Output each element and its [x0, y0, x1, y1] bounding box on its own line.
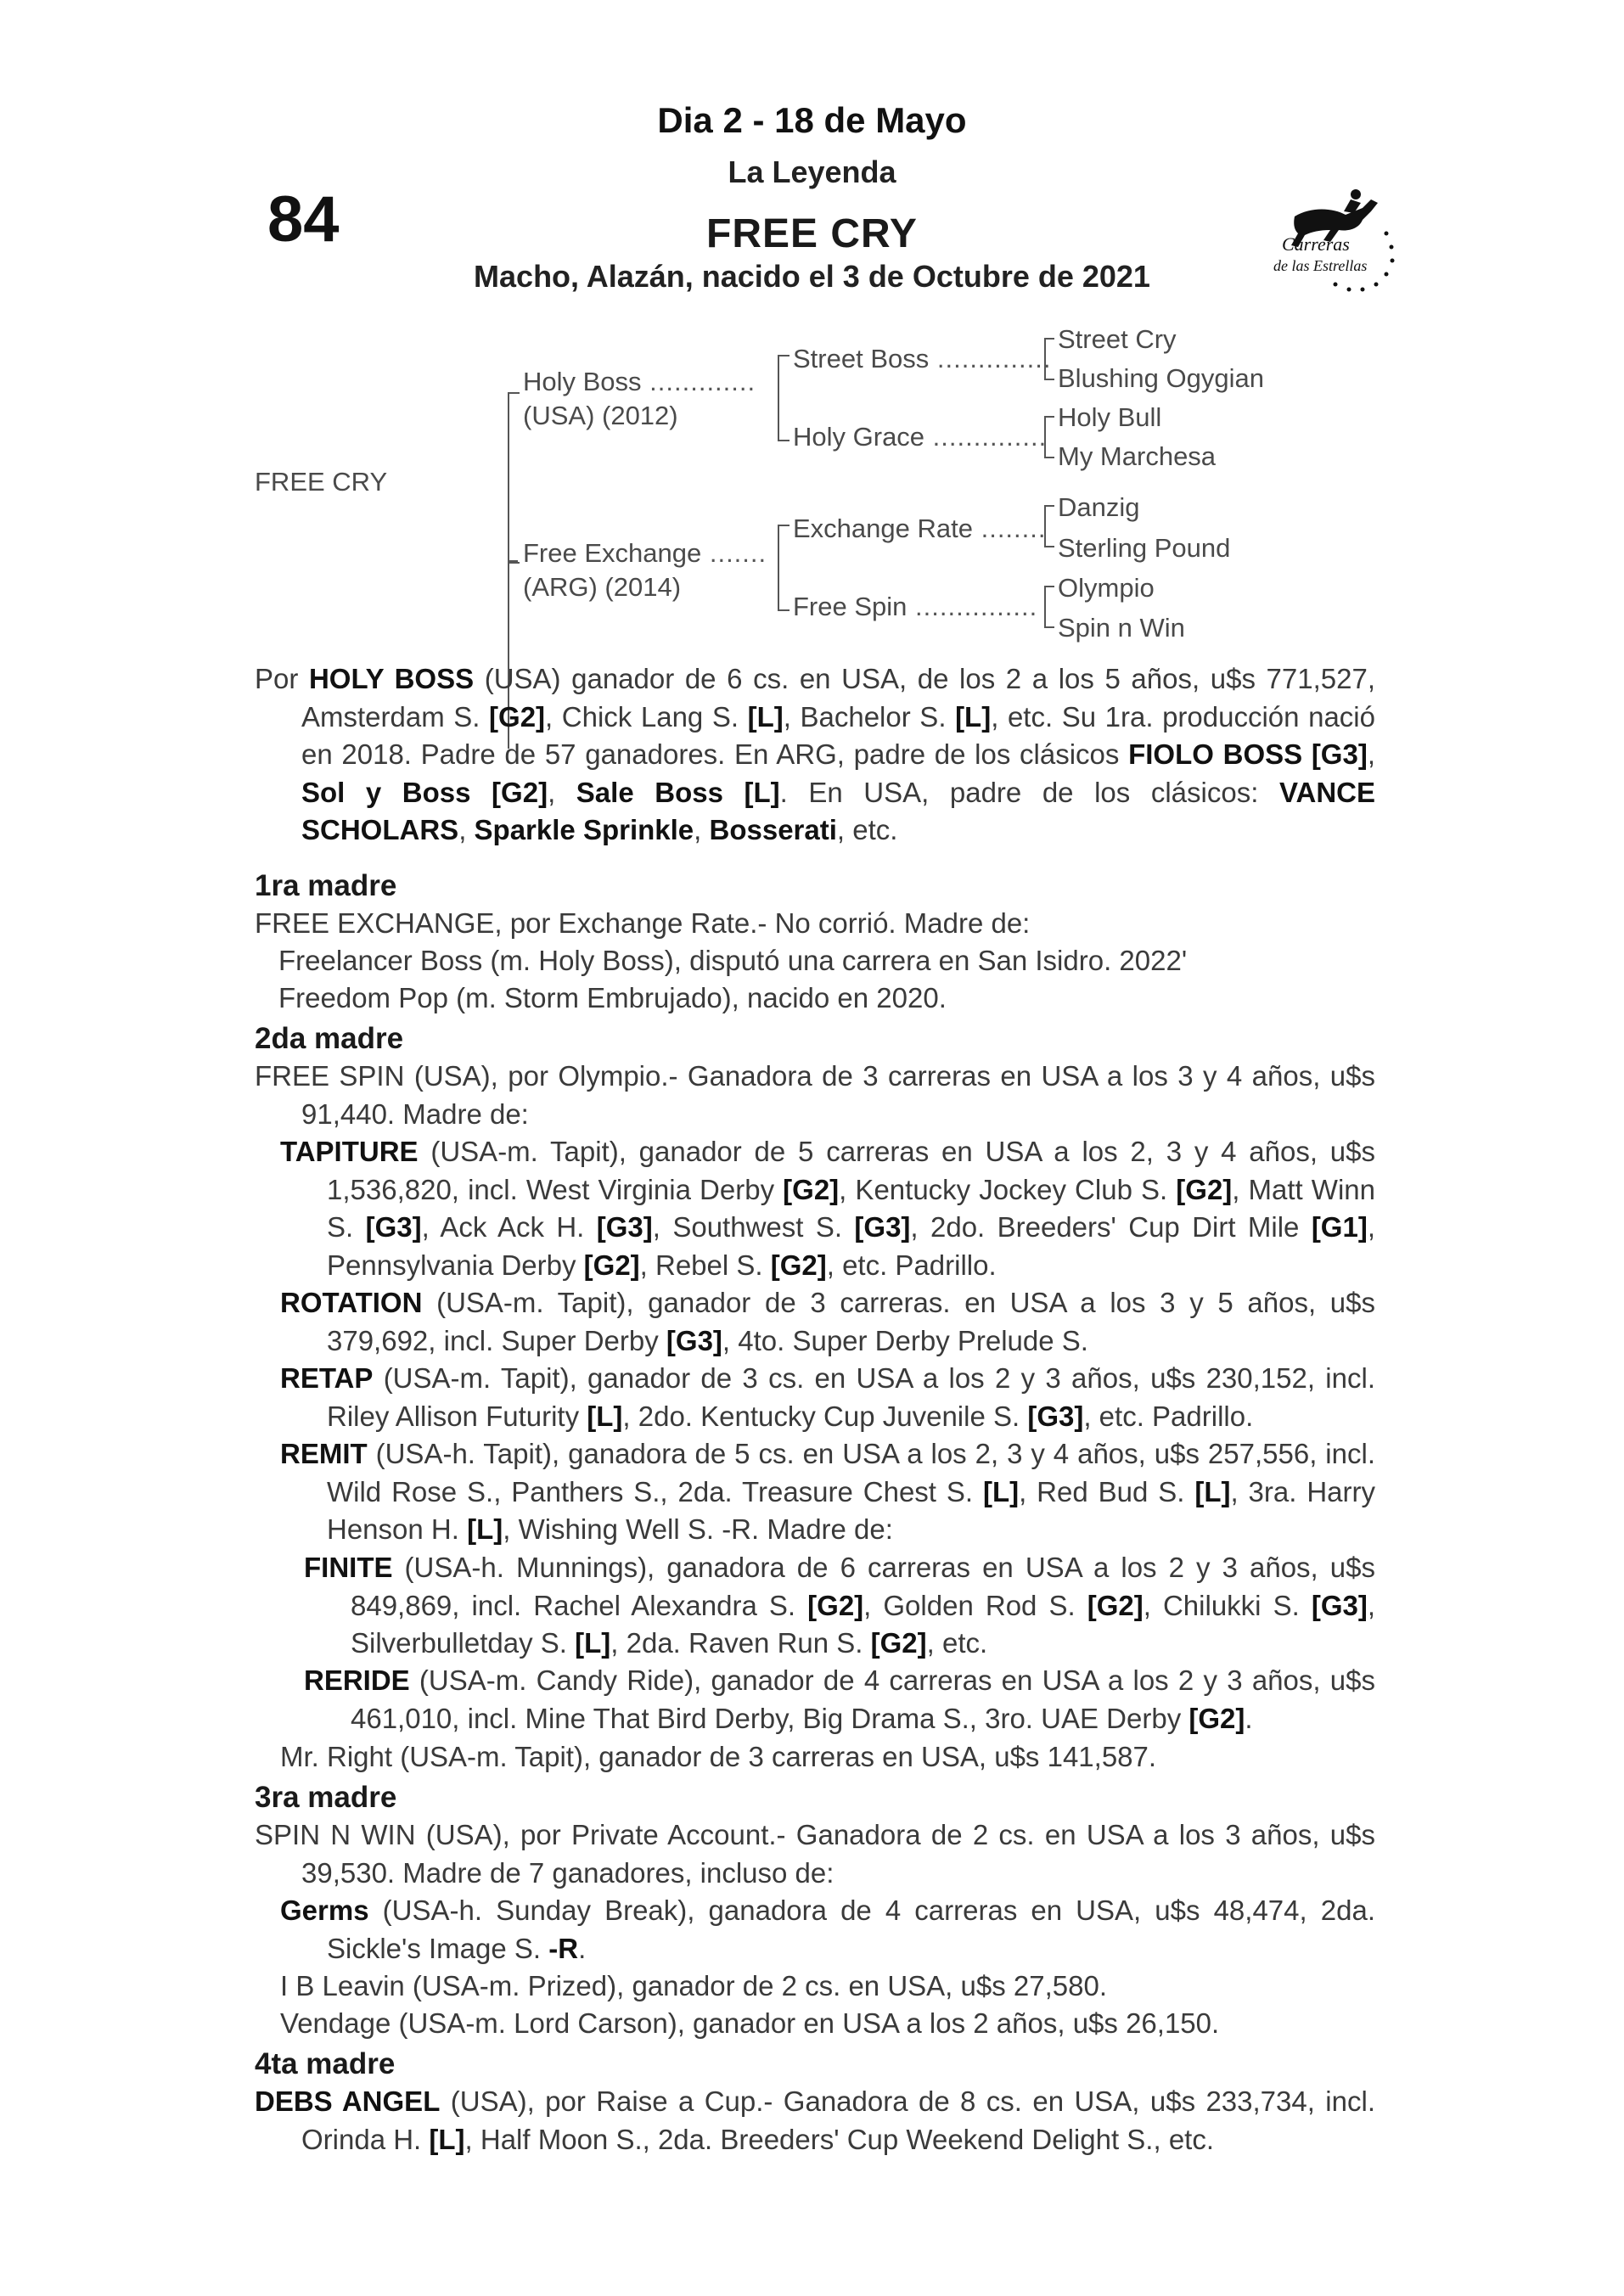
dam: Free Exchange .......: [523, 538, 767, 568]
m3-vendage: Vendage (USA-m. Lord Carson), ganador en USA a los 2 años, u$s 26,150.: [280, 2007, 1220, 2039]
sire: Holy Boss .............: [523, 367, 756, 396]
m2-tapiture: TAPITURE (USA-m. Tapit), ganador de 5 carreras en USA a los 2, 3 y 4 años, u$s 1,536,820, incl. West Virginia Derby [G2], Kentucky Jockey Club S. [G2], Matt Winn S. [G3], Ack Ack H. [G3], Southwest S. [G3], 2do. Breeders' Cup Dirt Mile [G1], Pennsylvania Derby [G2], Rebel S. [G2], etc. Padrillo.: [280, 1136, 1375, 1281]
section-1ra-madre: 1ra madre: [255, 869, 397, 902]
m1-line1: FREE EXCHANGE, por Exchange Rate.- No corrió. Madre de:: [255, 907, 1031, 939]
m3-intro: SPIN N WIN (USA), por Private Account.- Ganadora de 2 cs. en USA a los 3 años, u$s 39,530. Madre de 7 ganadores, incluso de:: [255, 1819, 1375, 1889]
dam-origin: (ARG) (2014): [523, 572, 682, 602]
sire-sire: Street Boss ..............: [793, 344, 1052, 373]
m2-remit: REMIT (USA-h. Tapit), ganadora de 5 cs. en USA a los 2, 3 y 4 años, u$s 257,556, incl. Wild Rose S., Panthers S., 2da. Treasure Chest S. [L], Red Bud S. [L], 3ra. Harry Henson H. [L], Wishing Well S. -R. Madre de:: [280, 1438, 1375, 1545]
sire-dam: Holy Grace ..............: [793, 422, 1048, 452]
dam-dam-name: Free Spin: [793, 592, 908, 621]
sire-sire-name: Street Boss: [793, 344, 930, 373]
m3-germs: Germs (USA-h. Sunday Break), ganadora de 4 carreras en USA, u$s 48,474, 2da. Sickle's Image S. -R.: [280, 1895, 1375, 1964]
m1-line3: Freedom Pop (m. Storm Embrujado), nacido en 2020.: [278, 982, 947, 1013]
m2-rotation: ROTATION (USA-m. Tapit), ganador de 3 carreras. en USA a los 3 y 5 años, u$s 379,692, incl. Super Derby [G3], 4to. Super Derby Prelude S.: [280, 1287, 1375, 1356]
ancestor-4: My Marchesa: [1058, 441, 1217, 471]
bracket-g3: [1044, 505, 1054, 547]
sire-paragraph: Por HOLY BOSS (USA) ganador de 6 cs. en USA, de los 2 a los 5 años, u$s 771,527, Amsterdam S. [G2], Chick Lang S. [L], Bachelor S. [L], etc. Su 1ra. producción nació en 2018. Padre de 57 ganadores. En ARG, padre de los clásicos FIOLO BOSS [G3], Sol y Boss [G2], Sale Boss [L]. En USA, padre de los clásicos: VANCE SCHOLARS, Sparkle Sprinkle, Bosserati, etc.: [255, 663, 1376, 845]
m3-ib-leavin: I B Leavin (USA-m. Prized), ganador de 2 cs. en USA, u$s 27,580.: [280, 1970, 1107, 2001]
m2-reride: RERIDE (USA-m. Candy Ride), ganador de 4 carreras en USA a los 2 y 3 años, u$s 461,010, incl. Mine That Bird Derby, Big Drama S., 3ro. UAE Derby [G2].: [304, 1664, 1375, 1734]
section-2da-madre: 2da madre: [255, 1022, 404, 1055]
section-4ta-madre: 4ta madre: [255, 2047, 396, 2080]
m2-finite: FINITE (USA-h. Munnings), ganadora de 6 carreras en USA a los 2 y 3 años, u$s 849,869, incl. Rachel Alexandra S. [G2], Golden Rod S. [G2], Chilukki S. [G3], Silverbulletday S. [L], 2da. Raven Run S. [G2], etc.: [304, 1552, 1375, 1659]
dam-sire-name: Exchange Rate: [793, 514, 973, 543]
ancestor-1: Street Cry: [1058, 324, 1177, 354]
bracket-dam-parents: [778, 525, 790, 611]
ancestor-2: Blushing Ogygian: [1058, 363, 1264, 393]
ancestor-7: Olympio: [1058, 573, 1155, 603]
ancestor-6: Sterling Pound: [1058, 533, 1231, 563]
horse-name: FREE CRY: [706, 211, 918, 256]
m2-mr-right: Mr. Right (USA-m. Tapit), ganador de 3 carreras en USA, u$s 141,587.: [280, 1741, 1157, 1772]
lot-number: 84: [267, 183, 340, 255]
ancestor-5: Danzig: [1058, 492, 1140, 522]
ancestor-3: Holy Bull: [1058, 402, 1162, 432]
sale-event: La Leyenda: [728, 154, 896, 189]
logo-text-line1: Carreras: [1282, 233, 1350, 255]
dam-name: Free Exchange: [523, 538, 702, 568]
sire-name: Holy Boss: [523, 367, 642, 396]
m4-debs-angel: DEBS ANGEL (USA), por Raise a Cup.- Ganadora de 8 cs. en USA, u$s 233,734, incl. Orinda H. [L], Half Moon S., 2da. Breeders' Cup Weekend Delight S., etc.: [255, 2085, 1375, 2155]
horse-description: Macho, Alazán, nacido el 3 de Octubre de 2021: [474, 259, 1150, 294]
carreras-logo: [1235, 182, 1405, 301]
sire-origin: (USA) (2012): [523, 401, 678, 430]
m2-retap: RETAP (USA-m. Tapit), ganador de 3 cs. en USA a los 2 y 3 años, u$s 230,152, incl. Riley Allison Futurity [L], 2do. Kentucky Cup Juvenile S. [G3], etc. Padrillo.: [280, 1362, 1375, 1432]
section-3ra-madre: 3ra madre: [255, 1781, 397, 1814]
bracket-g1: [1044, 338, 1054, 380]
bracket-g4: [1044, 586, 1054, 628]
sale-day: Dia 2 - 18 de Mayo: [657, 100, 967, 140]
bracket-sire-parents: [778, 355, 790, 441]
m1-line2: Freelancer Boss (m. Holy Boss), disputó una carrera en San Isidro. 2022': [278, 945, 1188, 976]
bracket-g2: [1044, 416, 1054, 458]
logo-text-line2: de las Estrellas: [1273, 257, 1368, 274]
pedigree-subject: FREE CRY: [255, 467, 388, 497]
dam-sire: Exchange Rate ........: [793, 514, 1047, 543]
m2-intro: FREE SPIN (USA), por Olympio.- Ganadora de 3 carreras en USA a los 3 y 4 años, u$s 91,440. Madre de:: [255, 1060, 1375, 1130]
ancestor-8: Spin n Win: [1058, 613, 1185, 643]
sire-dam-name: Holy Grace: [793, 422, 925, 452]
dam-dam: Free Spin ...............: [793, 592, 1038, 621]
